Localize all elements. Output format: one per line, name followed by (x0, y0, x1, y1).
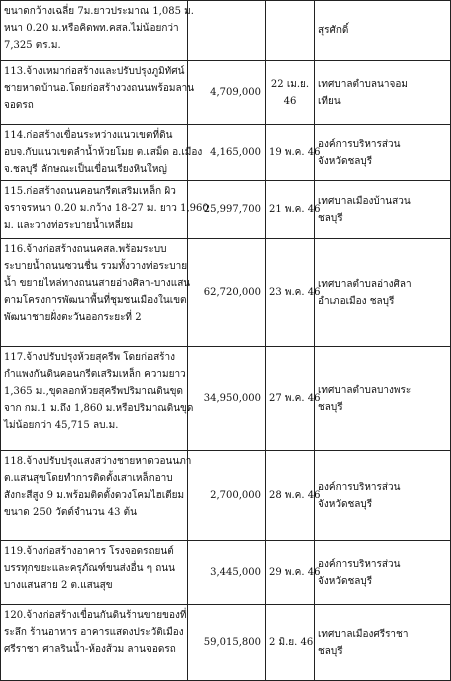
project-description-cell (1, 541, 188, 605)
project-description-cell-line: จาก กม.1 ม.ถึง 1,860 ม.หรือปริมาณดินขุด (4, 403, 194, 414)
project-description-cell (1, 239, 191, 347)
project-description-cell-line: ระลึก ร้านอาหาร อาคารแสดงประวัติเมือง (4, 627, 184, 638)
project-description-cell-line: 114.ก่อสร้างเขื่อนระหว่างแนวเขตที่ดิน (4, 130, 173, 141)
organization-cell-line: ชลบุรี (318, 645, 343, 657)
project-description-cell (1, 61, 195, 125)
project-description-cell (1, 1, 194, 61)
date-cell-line: 2 มิ.ย. 46 (269, 637, 314, 648)
organization-cell (315, 541, 451, 605)
project-description-cell-line: ขนาด 250 วัตต์จำนวน 43 ต้น (4, 507, 138, 518)
project-description-cell (1, 181, 209, 239)
date-cell (266, 605, 315, 681)
organization-cell-line: เทศบาลตำบลนาจอม (318, 78, 408, 90)
project-description-cell (1, 605, 188, 681)
organization-cell (315, 1, 451, 61)
amount-cell (188, 347, 266, 451)
table-row (1, 181, 451, 239)
amount-cell (188, 605, 266, 681)
date-cell (266, 541, 321, 605)
project-description-cell-line: จอดรถ (4, 100, 34, 111)
project-description-cell-line: 1,365 ม.,ขุดลอกห้วยสุครีพปริมาณดินขุด (4, 386, 183, 397)
project-description-cell-line: 115.ก่อสร้างถนนคอนกรีตเสริมเหล็ก ผิว (4, 186, 176, 197)
organization-cell-line: เทศบาลเมืองศรีราชา (318, 628, 409, 640)
project-description-cell (1, 125, 203, 181)
organization-cell-line: เทศบาลเมืองบ้านสวน (318, 195, 411, 207)
organization-cell-line: จังหวัดชลบุรี (318, 498, 373, 510)
organization-cell-line: อำเภอเมือง ชลบุรี (318, 295, 395, 307)
project-description-cell-line: จ.ชลบุรี ลักษณะเป็นเขื่อนเรียงหินใหญ่ (4, 164, 167, 175)
project-description-cell-line: ขนาดกว้างเฉลี่ย 7ม.ยาวประมาณ 1,085 ม. (4, 6, 194, 17)
organization-cell-line: เทียน (318, 95, 341, 107)
amount-cell (188, 451, 266, 541)
amount-cell-value: 4,709,000 (210, 87, 261, 98)
project-description-cell-line: อบจ.กับแนวเขตลำน้ำห้วยโมย ต.เสม็ด อ.เมือง (4, 147, 203, 158)
project-description-cell-line: 116.จ้างก่อสร้างถนนคสล.พร้อมระบบ (4, 244, 167, 255)
project-description-cell-line: 119.จ้างก่อสร้างอาคาร โรงจอดรถยนต์ (4, 546, 174, 557)
date-cell (266, 451, 321, 541)
organization-cell-line: องค์การบริหารส่วน (318, 138, 401, 150)
project-description-cell-line: ไม่น้อยกว่า 45,715 ลบ.ม. (4, 420, 119, 431)
project-description-cell-line: ศรีราชา ศาลรินน้ำ-ห้องส้วม ลานจอดรถ (4, 644, 176, 655)
organization-cell (315, 239, 451, 347)
amount-cell-value: 62,720,000 (203, 287, 261, 298)
date-cell (266, 125, 321, 181)
amount-cell-value: 34,950,000 (203, 393, 261, 404)
project-description-cell-line: 117.จ้างปรับปรุงห้วยสุครีพ โดยก่อสร้าง (4, 352, 176, 363)
project-description-cell-line: จราจรหนา 0.20 ม.กว้าง 18-27 ม. ยาว 1,960 (4, 203, 209, 214)
project-description-cell-line: ต.แสนสุขโดยทำการติดตั้งเสาเหล็กอาบ (4, 473, 173, 484)
project-description-cell-line: 120.จ้างก่อสร้างเขื่อนกันดินร้านขายของที่ (4, 610, 187, 621)
project-description-cell-line: ชายหาดบ้านอ.โดยก่อสร้างวงถนนพร้อมลาน (4, 83, 195, 94)
date-cell-line: 21 พ.ค. 46 (269, 204, 321, 215)
organization-cell-line: จังหวัดชลบุรี (318, 575, 373, 587)
organization-cell (315, 125, 451, 181)
table-row (1, 61, 451, 125)
organization-cell-line: จังหวัดชลบุรี (318, 155, 373, 167)
organization-cell (315, 61, 451, 125)
project-description-cell (1, 347, 194, 451)
amount-cell (188, 1, 266, 61)
amount-cell-value: 3,445,000 (210, 567, 261, 578)
table-row (1, 347, 451, 451)
amount-cell (188, 541, 266, 605)
date-cell (266, 1, 315, 61)
organization-cell-line: สุรศักดิ์ (318, 25, 349, 36)
date-cell-line: 46 (283, 95, 297, 107)
amount-cell (188, 239, 266, 347)
organization-cell (315, 181, 451, 239)
project-description-cell-line: ม. และวางท่อระบายน้ำเหลี่ยม (4, 220, 134, 231)
table-row (1, 541, 451, 605)
table-row (1, 605, 451, 681)
organization-cell (315, 347, 451, 451)
date-cell (266, 239, 321, 347)
project-description-cell-line: บางแสนสาย 2 ต.แสนสุข (4, 580, 113, 591)
amount-cell-value: 2,700,000 (210, 490, 261, 501)
organization-cell-line: เทศบาลตำบลอ่างศิลา (318, 278, 412, 290)
project-description-cell-line: บรรทุกขยะและครุภัณฑ์ขนส่งอื่น ๆ ถนน (4, 563, 175, 574)
organization-cell (315, 451, 451, 541)
date-cell-line: 23 พ.ค. 46 (269, 287, 321, 298)
amount-cell (188, 61, 266, 125)
project-description-cell (1, 451, 192, 541)
project-description-cell-line: กำแพงกันดินคอนกรีตเสริมเหล็ก ความยาว (4, 369, 186, 380)
project-description-cell-line: ระบายน้ำถนนซวนชื่น รวมทั้งวางท่อระบาย (4, 261, 188, 272)
project-description-cell-line: สังกะสีสูง 9 ม.พร้อมติดตั้งดวงโคมไฮเตียม (4, 490, 185, 501)
date-cell-line: 28 พ.ค. 46 (269, 490, 321, 501)
organization-cell-line: เทศบาลตำบลบางพระ (318, 384, 412, 396)
date-cell-line: 22 เม.ย. (270, 78, 310, 90)
project-description-cell-line: หนา 0.20 ม.หรือคิดพท.คสล.ไม่น้อยกว่า (4, 23, 179, 34)
organization-cell-line: องค์การบริหารส่วน (318, 481, 401, 493)
amount-cell-value: 4,165,000 (210, 147, 261, 158)
table-row (1, 1, 451, 61)
organization-cell-line: องค์การบริหารส่วน (318, 558, 401, 570)
amount-cell-value: 59,015,800 (203, 637, 261, 648)
project-description-cell-line: 7,325 ตร.ม. (4, 40, 61, 51)
table-row (1, 451, 451, 541)
table-row (1, 239, 451, 347)
date-cell (266, 61, 315, 125)
organization-cell (315, 605, 451, 681)
project-description-cell-line: 113.จ้างเหมาก่อสร้างและปรับปรุงภูมิทัศน์ (4, 66, 185, 77)
project-description-cell-line: น้ำ ขยายไหล่ทางถนนสายอ่างศิลา-บางแสน (4, 278, 191, 289)
date-cell-line: 29 พ.ค. 46 (269, 567, 321, 578)
project-description-cell-line: พัฒนาชายฝั่งตะวันออกระยะที่ 2 (4, 312, 142, 323)
organization-cell-line: ชลบุรี (318, 401, 343, 413)
projects-table-body (1, 1, 451, 681)
project-description-cell-line: ตามโครงการพัฒนาพื้นที่ชุมชนเมืองในเขต (4, 295, 187, 306)
organization-cell-line: ชลบุรี (318, 212, 343, 224)
date-cell (266, 181, 321, 239)
amount-cell-value: 25,997,700 (203, 204, 261, 215)
table-row (1, 125, 451, 181)
project-description-cell-line: 118.จ้างปรับปรุงแสงสว่างชายหาดวอนนภา (4, 456, 192, 467)
date-cell (266, 347, 321, 451)
date-cell-line: 19 พ.ค. 46 (269, 147, 321, 158)
date-cell-line: 27 พ.ค. 46 (269, 393, 321, 404)
